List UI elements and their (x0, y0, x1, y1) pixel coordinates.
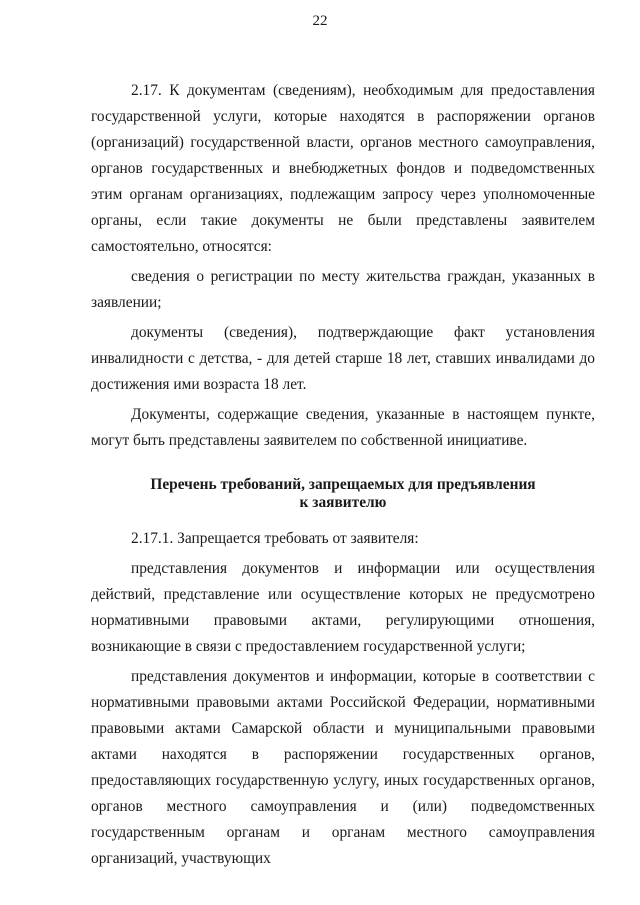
section-heading-line-2: к заявителю (299, 494, 387, 511)
document-body (91, 78, 595, 872)
paragraph-own-initiative: Документы, содержащие сведения, указанные в настоящем пункте, могут быть представлены заявителем по собственной инициативе. (91, 406, 595, 449)
paragraph-2-17-intro: 2.17. К документам (сведениям), необходимым для предоставления государственной услуги, которые находятся в распоряжении органов (организаций) государственной власти, органов местного самоуправления, органов государственных и внебюджетных фондов и подведомственных этим органам организациях, подлежащим запросу через уполномоченные органы, если такие документы не были представлены заявителем самостоятельно, относятся: (91, 82, 595, 255)
section-heading (91, 476, 595, 512)
page-number: 22 (312, 13, 328, 29)
paragraph-documents-in-possession: представления документов и информации, которые в соответствии с нормативными правовыми актами Российской Федерации, нормативными правовыми актами Самарской области и муниципальными правовыми актами находятся в распоряжении государственных органов, предоставляющих государственную услугу, иных государственных органов, органов местного самоуправления и (или) подведомственных государственным органам и органам местного самоуправления организаций, участвующих (91, 668, 595, 867)
section-heading-line-1: Перечень требований, запрещаемых для предъявления (150, 476, 536, 493)
paragraph-2-17-1: 2.17.1. Запрещается требовать от заявителя: (131, 530, 419, 547)
paragraph-registration-info: сведения о регистрации по месту жительства граждан, указанных в заявлении; (91, 268, 595, 311)
paragraph-disability-documents: документы (сведения), подтверждающие факт установления инвалидности с детства, - для детей старше 18 лет, ставших инвалидами до достижения ими возраста 18 лет. (91, 324, 595, 393)
paragraph-actions-not-provided: представления документов и информации или осуществления действий, представление или осуществление которых не предусмотрено нормативными правовыми актами, регулирующими отношения, возникающие в связи с предоставлением государственной услуги; (91, 560, 595, 655)
